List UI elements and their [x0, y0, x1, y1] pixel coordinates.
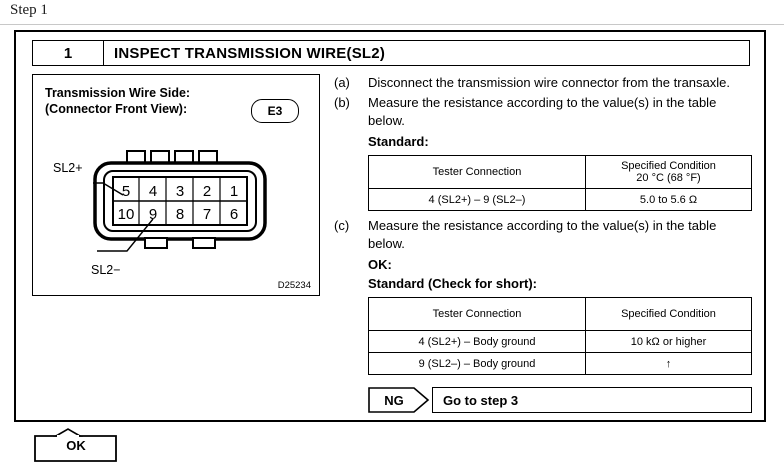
svg-text:5: 5 — [121, 183, 131, 200]
short-check-table — [368, 297, 752, 375]
table1-row0-col1: 5.0 to 5.6 Ω — [586, 189, 752, 211]
connector-badge: E3 — [251, 99, 299, 123]
step-a-text: Disconnect the transmission wire connector from the transaxle. — [368, 75, 730, 90]
table-row — [369, 331, 752, 353]
table-header-row — [369, 298, 752, 331]
svg-text:4: 4 — [148, 183, 158, 200]
table2-row1-col1: ↑ — [586, 353, 752, 375]
table-row — [369, 353, 752, 375]
ok-tag — [34, 428, 128, 454]
table1-header-condition — [586, 156, 752, 189]
table1-header-condition-line2: 20 °C (68 °F) — [636, 172, 701, 184]
step-b-text: Measure the resistance according to the value(s) in the table below. — [368, 95, 717, 128]
header-divider — [0, 24, 784, 25]
step-label: Step 1 — [10, 2, 48, 18]
heading-ok: OK: — [368, 257, 392, 272]
figure-caption-line2: (Connector Front View): — [45, 102, 188, 116]
svg-text:6: 6 — [229, 206, 239, 223]
ng-tag — [368, 387, 430, 413]
ok-tag-label: OK — [66, 437, 86, 453]
ng-result-row — [368, 387, 752, 413]
svg-text:10: 10 — [117, 206, 135, 223]
standard-table — [368, 155, 752, 211]
step-a — [334, 74, 752, 92]
table-header-row — [369, 156, 752, 189]
svg-text:2: 2 — [202, 183, 212, 200]
connector-figure — [32, 74, 320, 296]
table1-header-condition-line1: Specified Condition — [621, 160, 716, 172]
svg-text:7: 7 — [202, 206, 212, 223]
inspection-title-bar — [32, 40, 750, 66]
connector-diagram-icon — [93, 149, 309, 289]
heading-standard-short: Standard (Check for short): — [368, 276, 538, 291]
svg-text:9: 9 — [148, 206, 158, 223]
ng-tag-label: NG — [384, 392, 404, 408]
step-a-marker: (a) — [334, 75, 350, 90]
table2-header-tester: Tester Connection — [369, 298, 586, 331]
svg-text:1: 1 — [229, 183, 239, 200]
ng-action: Go to step 3 — [432, 387, 752, 413]
table1-row0-col0: 4 (SL2+) – 9 (SL2–) — [369, 189, 586, 211]
label-sl2-plus: SL2+ — [53, 161, 83, 175]
figure-caption-line1: Transmission Wire Side: — [45, 86, 191, 100]
step-c — [334, 217, 752, 253]
table2-row0-col0: 4 (SL2+) – Body ground — [369, 331, 586, 353]
table2-header-condition: Specified Condition — [586, 298, 752, 331]
table-row — [369, 189, 752, 211]
table2-row0-col1: 10 kΩ or higher — [586, 331, 752, 353]
svg-text:8: 8 — [175, 206, 185, 223]
step-b — [334, 94, 752, 130]
svg-text:3: 3 — [175, 183, 185, 200]
heading-standard: Standard: — [368, 134, 429, 149]
table1-header-tester: Tester Connection — [369, 156, 586, 189]
inspection-block — [14, 30, 766, 422]
figure-caption — [45, 85, 190, 117]
label-sl2-minus: SL2− — [91, 263, 121, 277]
inspection-number: 1 — [33, 41, 104, 65]
figure-code: D25234 — [277, 280, 311, 291]
inspection-title: INSPECT TRANSMISSION WIRE(SL2) — [114, 44, 386, 62]
table2-row1-col0: 9 (SL2–) – Body ground — [369, 353, 586, 375]
step-c-text: Measure the resistance according to the value(s) in the table below. — [368, 218, 717, 251]
step-c-marker: (c) — [334, 218, 350, 233]
procedure-content — [334, 74, 752, 413]
step-b-marker: (b) — [334, 95, 350, 110]
